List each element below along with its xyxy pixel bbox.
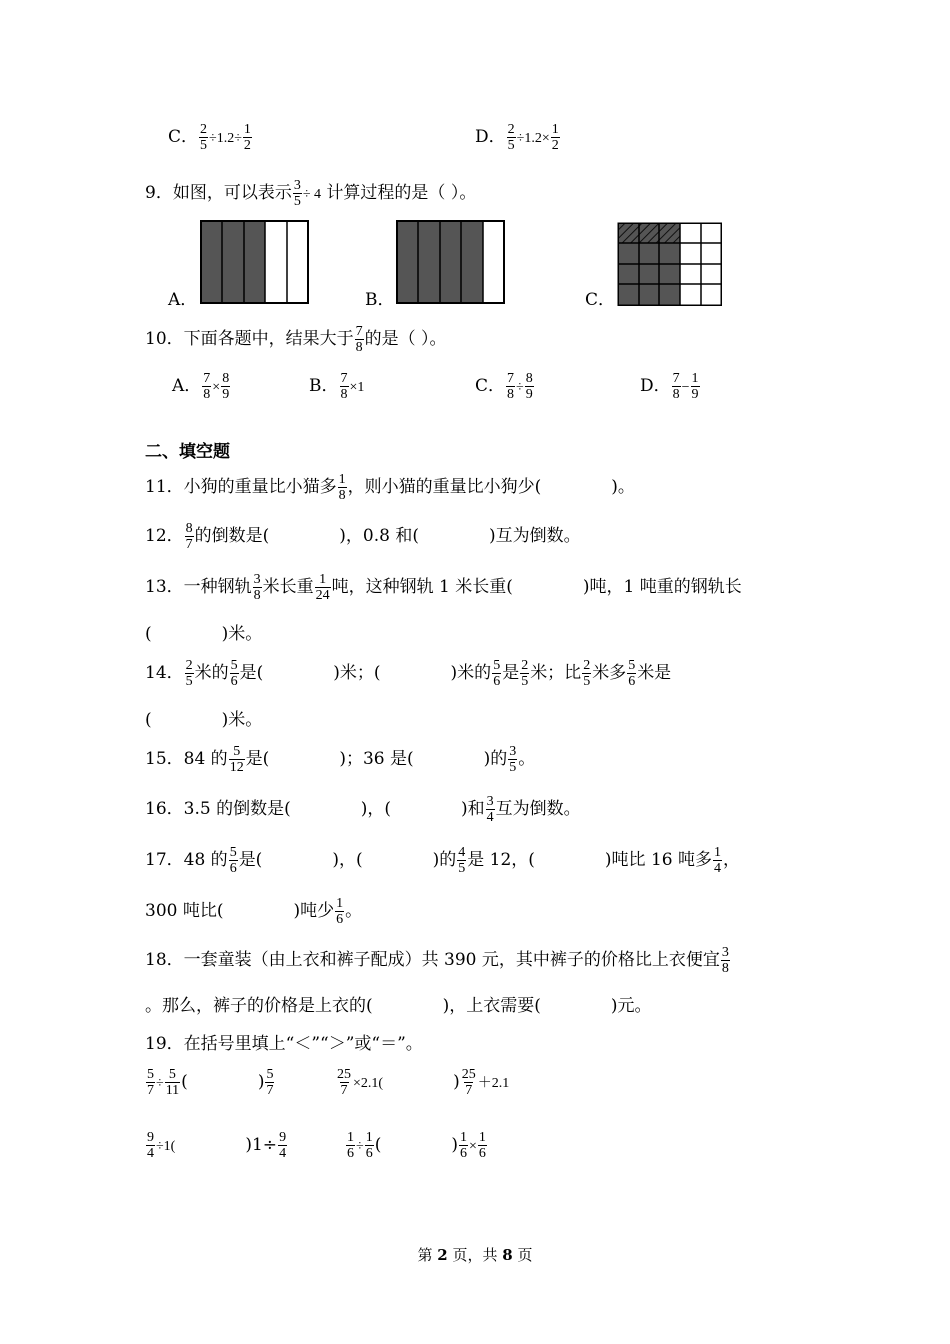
operator-text: ÷1.2×	[516, 131, 550, 146]
option-label: C．	[168, 127, 199, 147]
q8-option-d	[475, 122, 561, 153]
q10-option-c: C． $\frac{7}{8}$ ÷ $\frac{8}{9}$	[475, 371, 533, 402]
q19-compare-1: $\frac{5}{7}$ ÷ $\frac{5}{11}$ ( ) $\frac{5}{7}$	[147, 1067, 274, 1098]
fraction: $\frac{1}{2}$	[551, 122, 559, 153]
question-13-line2: ( )米。	[145, 624, 263, 644]
q10-option-b: B． $\frac{7}{8}$ ×1	[309, 371, 365, 402]
question-13: 13．一种钢轨 $\frac{3}{8}$ 米长重 $\frac{1}{24}$ 吨，这种钢轨 1 米长重( )吨，1 吨重的钢轨长	[145, 572, 742, 603]
section-heading: 二、填空题	[145, 442, 230, 462]
operator-text: ÷1.2÷	[209, 131, 242, 146]
question-15: 15．84 的 $\frac{5}{12}$ 是( )；36 是( )的 $\frac{3}{5}$ 。	[145, 744, 536, 775]
question-9: 9．如图，可以表示 $\frac{3}{5}$ ÷ 4 计算过程的是（ ）。	[145, 178, 477, 209]
fraction: $\frac{7}{8}$	[355, 324, 363, 355]
q10-option-d: D． $\frac{7}{8}$ − $\frac{1}{9}$	[640, 371, 699, 402]
fraction: $\frac{2}{5}$	[507, 122, 515, 153]
question-18-line2: 。那么，裤子的价格是上衣的( )，上衣需要( )元。	[145, 996, 652, 1016]
q9-label-a: A．	[168, 290, 198, 310]
option-label: D．	[475, 127, 506, 147]
q9-label-c: C．	[585, 290, 616, 310]
fraction: $\frac{3}{5}$	[293, 178, 301, 209]
fraction: $\frac{1}{2}$	[243, 122, 251, 153]
question-12: 12． $\frac{8}{7}$ 的倒数是( )，0.8 和( )互为倒数。	[145, 521, 581, 552]
page-footer: 第 2 页，共 8 页	[417, 1246, 533, 1264]
q19-compare-3: $\frac{9}{4}$ ÷1( )1÷ $\frac{9}{4}$	[147, 1130, 287, 1161]
question-17-line2: 300 吨比( )吨少 $\frac{1}{6}$ 。	[145, 896, 363, 927]
q19-compare-2: $\frac{25}{7}$ ×2.1( ) $\frac{25}{7}$ ＋2.1	[337, 1067, 510, 1098]
question-16: 16．3.5 的倒数是( )，( )和 $\frac{3}{4}$ 互为倒数。	[145, 794, 581, 825]
question-11: 11．小狗的重量比小猫多 $\frac{1}{8}$ ，则小猫的重量比小狗少( )。	[145, 472, 635, 503]
q19-compare-4: $\frac{1}{6}$ ÷ $\frac{1}{6}$ ( ) $\frac{1}{6}$ × $\frac{1}{6}$	[347, 1130, 486, 1161]
question-19: 19．在括号里填上“＜”“＞”或“＝”。	[145, 1034, 423, 1054]
question-18: 18．一套童装（由上衣和裤子配成）共 390 元，其中裤子的价格比上衣便宜 $\frac{3}{8}$	[145, 945, 729, 976]
question-14-line2: ( )米。	[145, 710, 263, 730]
question-17: 17．48 的 $\frac{5}{6}$ 是( )，( )的 $\frac{4}{5}$ 是 12，( )吨比 16 吨多 $\frac{1}{4}$ ，	[145, 845, 740, 876]
fraction: $\frac{2}{5}$	[200, 122, 208, 153]
q9-figure-a	[200, 220, 310, 305]
q8-option-c	[168, 122, 253, 153]
q10-option-a: A． $\frac{7}{8}$ × $\frac{8}{9}$	[172, 371, 230, 402]
q9-figure-b	[396, 220, 506, 305]
question-14: 14． $\frac{2}{5}$ 米的 $\frac{5}{6}$ 是( )米；( )米的 $\frac{5}{6}$ 是 $\frac{2}{5}$ 米；比 $\frac{2}{5}$ 米多 $\frac{5}{6}$ 米是	[145, 658, 672, 689]
question-10: 10．下面各题中，结果大于 $\frac{7}{8}$ 的是（ ）。	[145, 324, 447, 355]
q9-figure-c	[617, 222, 723, 307]
q9-label-b: B．	[365, 290, 395, 310]
